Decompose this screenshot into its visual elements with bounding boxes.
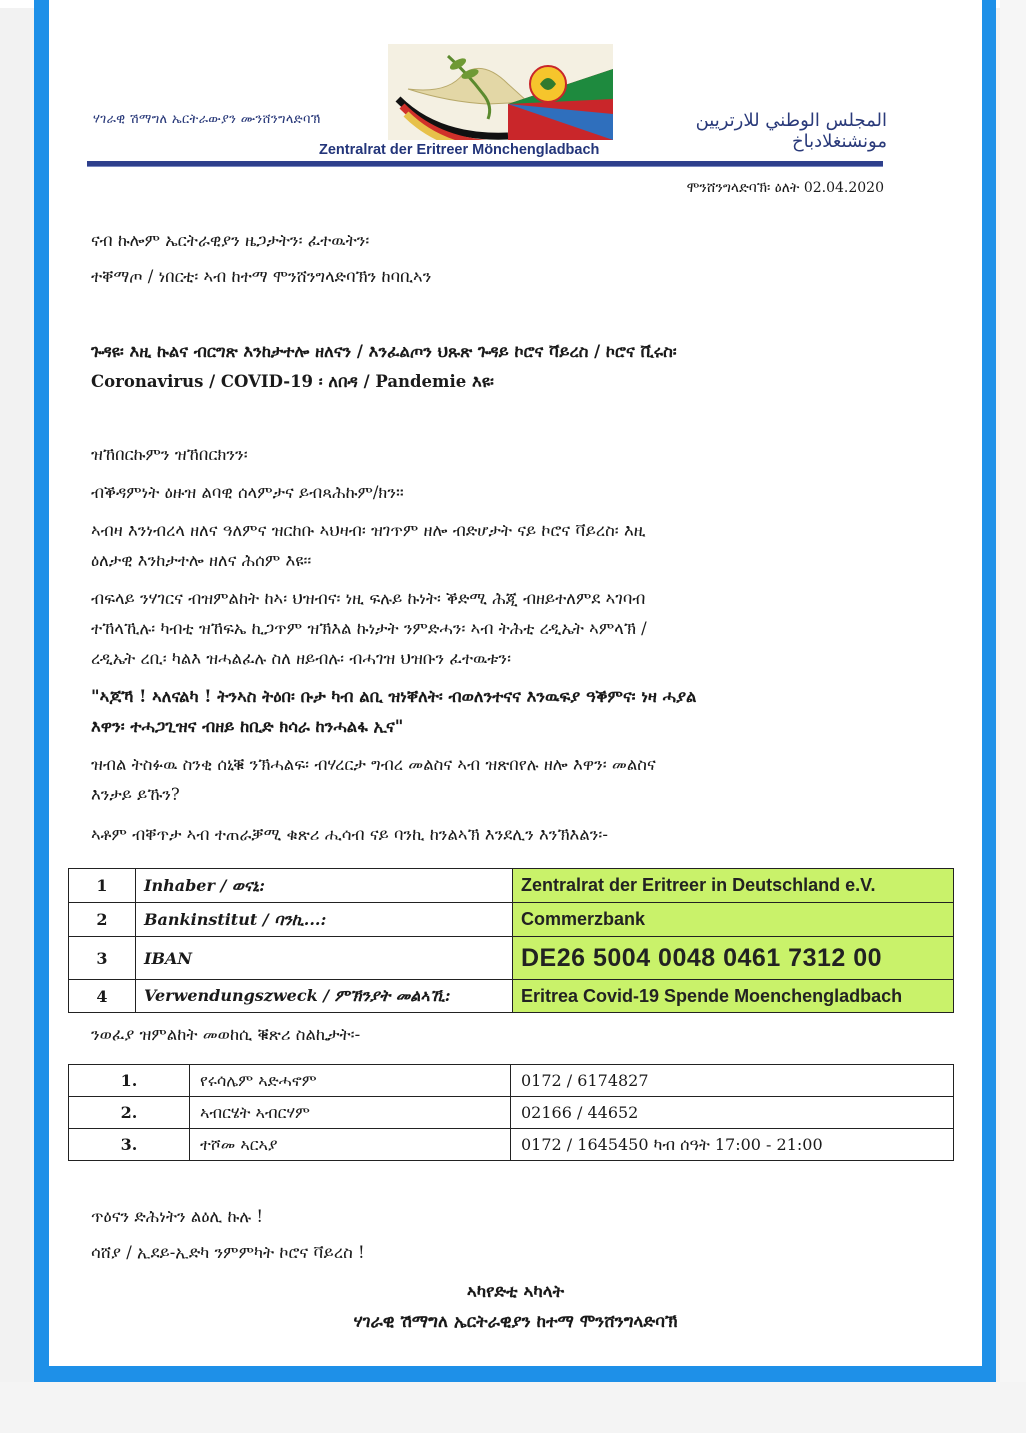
place-and-date: ሞንሸንግላድባኽ፡ ዕለት 02.04.2020 bbox=[686, 180, 884, 196]
contacts-intro-block bbox=[91, 1020, 911, 1050]
contact-name: ኣብርሄት ኣብርሃም bbox=[190, 1097, 511, 1129]
org-name-arabic: المجلس الوطني للارتريين مونشنغلادباخ bbox=[695, 110, 887, 152]
row-number: 2 bbox=[69, 903, 136, 937]
row-number: 1. bbox=[69, 1065, 190, 1097]
paragraph: ኣብዛ እንነብረላ ዘለና ዓለምና ዝርከቡ ኣህዛብ፡ ዝገጥም ዘሎ ብድሆታት ናይ ኮሮና ቫይረስ፡ እዚ bbox=[91, 521, 646, 540]
subject-block bbox=[91, 337, 911, 397]
quote: እዋን፡ ተሓጋጊዝና ብዘይ ከቢድ ክሳራ ከንሓልፋ ኢና" bbox=[91, 717, 404, 736]
bank-intro: ኣቶም ብቐጥታ ኣብ ተጠራቓሚ ቁጽሪ ሒሳብ ናይ ባንኪ ከንልኣኽ እንደሊን እንኽእልን፡- bbox=[91, 825, 608, 844]
eritrea-map-flag-logo bbox=[388, 44, 613, 140]
closing-line: ጥዕናን ድሕነትን ልዕሊ ኩሉ ! bbox=[91, 1207, 264, 1226]
letterhead bbox=[49, 0, 982, 196]
signature-org: ሃገራዊ ሽማግለ ኤርትራዊያን ከተማ ሞንሸንግላድባኽ bbox=[353, 1312, 678, 1332]
table-row bbox=[69, 980, 954, 1013]
address-line: ተቐማጦ / ነበርቲ፡ ኣብ ከተማ ሞንሸንግላድባኽን ከባቢኣን bbox=[91, 267, 432, 286]
table-row bbox=[69, 937, 954, 980]
contacts-table bbox=[68, 1064, 954, 1161]
table-row bbox=[69, 869, 954, 903]
address-line: ናብ ኩሎም ኤርትራዊያን ዜጋታትን፡ ፈተዉትን፡ bbox=[91, 231, 370, 250]
right-margin bbox=[1000, 0, 1026, 1433]
table-row bbox=[69, 1065, 954, 1097]
contact-phone: 02166 / 44652 bbox=[511, 1097, 954, 1129]
org-name-german: Zentralrat der Eritreer Mönchengladbach bbox=[319, 142, 600, 158]
iban-value: DE26 5004 0048 0461 7312 00 bbox=[513, 937, 954, 980]
salutation: ዝኸበርኩምን ዝኸበርክንን፡ bbox=[91, 445, 248, 464]
table-row bbox=[69, 903, 954, 937]
contact-phone: 0172 / 1645450 ካብ ሰዓት 17:00 - 21:00 bbox=[511, 1129, 954, 1161]
bank-name: Commerzbank bbox=[513, 903, 954, 937]
contact-phone: 0172 / 6174827 bbox=[511, 1065, 954, 1097]
row-number: 4 bbox=[69, 980, 136, 1013]
paragraph: ዕለታዊ እንከታተሎ ዘለና ሕሰም እዩ፡፡ bbox=[91, 551, 312, 570]
paragraph: ዝብል ትስፉዉ ስንቂ ሰኒቑ ንኽሓልፍ፡ ብሃረርታ ግብረ መልስና ኣብ ዝጽበየሉ ዘሎ እዋን፡ መልስና bbox=[91, 755, 656, 774]
paragraph: ብፍላይ ንሃገርና ብዝምልከት ከኣ፡ ህዝብና፡ ነዚ ፍሉይ ኩነት፡ ቕድሚ ሕጂ ብዘይተለምደ ኣገባብ bbox=[91, 589, 646, 608]
org-name-tigrinya: ሃገራዊ ሽማግለ ኤርትራውያን ሙንሸንግላድባኽ bbox=[93, 112, 321, 127]
paragraph: እንታይ ይኹን? bbox=[91, 785, 180, 804]
bank-field-label: IBAN bbox=[136, 937, 513, 980]
bank-field-label: Bankinstitut / ባንኪ...: bbox=[136, 903, 513, 937]
quote: "ኣጆኻ ! ኣለናልካ ! ትንኣስ ትዕበ፡ ቡታ ካብ ልቢ ዝነቐለት፡ ብወለንተናና እንዉፍያ ዓቕምና፡ ነዛ ሓያል bbox=[91, 687, 697, 706]
row-number: 1 bbox=[69, 869, 136, 903]
account-holder: Zentralrat der Eritreer in Deutschland e.V. bbox=[513, 869, 954, 903]
letter-page bbox=[49, 0, 982, 1366]
contact-name: የሩሳሌም ኣድሓኖም bbox=[190, 1065, 511, 1097]
contacts-intro: ንወፈያ ዝምልከት መወከሲ ቑጽሪ ስልኪታት፡- bbox=[91, 1025, 361, 1044]
closing-line: ሳሸያ / ኢደይ-ኢድካ ንምምካት ኮሮና ቫይረስ ! bbox=[91, 1243, 365, 1262]
row-number: 3. bbox=[69, 1129, 190, 1161]
table-row bbox=[69, 1129, 954, 1161]
paragraph: ተኸላኺሉ፡ ካብቲ ዝኸፍኤ ኪጋጥም ዝኽእል ኩነታት ንምድሓን፡ ኣብ ትሕቲ ረዲኤት ኣምላኽ / bbox=[91, 619, 647, 638]
letter-body bbox=[91, 440, 911, 850]
subject-line: ጉዳዩ፡ እዚ ኩልና ብርግጽ እንከታተሎ ዘለናን / እንፈልጦን ህጹጽ ጉዳይ ኮሮና ቫይረስ / ኮሮና ቪሩስ፡ bbox=[91, 342, 677, 361]
signature-title: ኣካየድቲ ኣካላት bbox=[466, 1282, 565, 1302]
bank-field-label: Inhaber / ወናኒ: bbox=[136, 869, 513, 903]
row-number: 3 bbox=[69, 937, 136, 980]
payment-reference: Eritrea Covid-19 Spende Moenchengladbach bbox=[513, 980, 954, 1013]
subject-line: Coronavirus / COVID-19 ፡ ለበዳ / Pandemie እዩ፡ bbox=[91, 372, 494, 391]
bottom-margin bbox=[0, 1382, 1026, 1433]
header-divider bbox=[87, 161, 883, 167]
bank-details-table bbox=[68, 868, 954, 1013]
table-row bbox=[69, 1097, 954, 1129]
row-number: 2. bbox=[69, 1097, 190, 1129]
bank-field-label: Verwendungszweck / ምኽንያት መልኣኺ: bbox=[136, 980, 513, 1013]
address-block bbox=[91, 226, 911, 292]
paragraph: ብቕዳምነት ዕዙዝ ልባዊ ሰላምታና ይብጻሕኩም/ክን። bbox=[91, 483, 404, 502]
paragraph: ረዲኤት ረቢ፡ ካልእ ዝሓልፈሉ ስለ ዘይብሉ፡ ብሓገዝ ህዝቡን ፈተዉቱን፡ bbox=[91, 649, 511, 668]
contact-name: ተሾመ ኣርኣያ bbox=[190, 1129, 511, 1161]
